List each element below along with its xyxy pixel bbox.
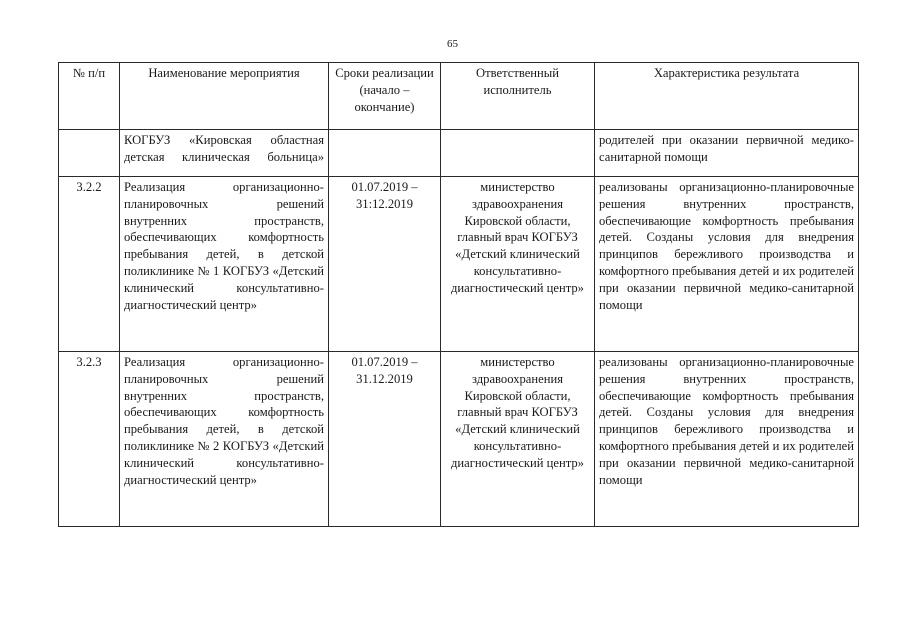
header-responsible: Ответственный исполнитель bbox=[441, 63, 595, 130]
cell-result: реализованы организационно-планировочные решения внутренних пространств, обеспечивающие комфортность пребывания детей. Созданы условия для внедрения принципов бережливого производства и комфортного пребывания детей и их родителей при оказании первичной медико-санитарной помощи bbox=[595, 352, 859, 527]
table-header-row bbox=[59, 63, 859, 130]
measures-table bbox=[58, 62, 859, 527]
header-result: Характеристика результата bbox=[595, 63, 859, 130]
table-row bbox=[59, 352, 859, 527]
cell-measure-name: Реализация организационно-планировочных решений внутренних пространств, обеспечивающих комфортность пребывания детей, в детской поликлинике № 2 КОГБУЗ «Детский клинический консультативно-диагностический центр» bbox=[120, 352, 329, 527]
cell-responsible bbox=[441, 130, 595, 177]
cell-number: 3.2.3 bbox=[59, 352, 120, 527]
header-measure-name: Наименование мероприятия bbox=[120, 63, 329, 130]
cell-number: 3.2.2 bbox=[59, 177, 120, 352]
cell-measure-name: КОГБУЗ «Кировская областная детская клиническая больница» bbox=[120, 130, 329, 177]
table-row bbox=[59, 177, 859, 352]
cell-number bbox=[59, 130, 120, 177]
header-implementation-terms: Сроки реализации (начало – окончание) bbox=[329, 63, 441, 130]
cell-terms: 01.07.2019 – 31.12.2019 bbox=[329, 352, 441, 527]
cell-result: родителей при оказании первичной медико-санитарной помощи bbox=[595, 130, 859, 177]
table-row-continuation bbox=[59, 130, 859, 177]
cell-result: реализованы организационно-планировочные решения внутренних пространств, обеспечивающие комфортность пребывания детей. Созданы условия для внедрения принципов бережливого производства и комфортного пребывания детей и их родителей при оказании первичной медико-санитарной помощи bbox=[595, 177, 859, 352]
cell-terms: 01.07.2019 – 31:12.2019 bbox=[329, 177, 441, 352]
cell-responsible: министерство здравоохранения Кировской области, главный врач КОГБУЗ «Детский клинический консультативно-диагностический центр» bbox=[441, 352, 595, 527]
header-number: № п/п bbox=[59, 63, 120, 130]
page-number: 65 bbox=[447, 38, 458, 50]
cell-terms bbox=[329, 130, 441, 177]
cell-responsible: министерство здравоохранения Кировской области, главный врач КОГБУЗ «Детский клинический консультативно-диагностический центр» bbox=[441, 177, 595, 352]
cell-measure-name: Реализация организационно-планировочных решений внутренних пространств, обеспечивающих комфортность пребывания детей, в детской поликлинике № 1 КОГБУЗ «Детский клинический консультативно-диагностический центр» bbox=[120, 177, 329, 352]
